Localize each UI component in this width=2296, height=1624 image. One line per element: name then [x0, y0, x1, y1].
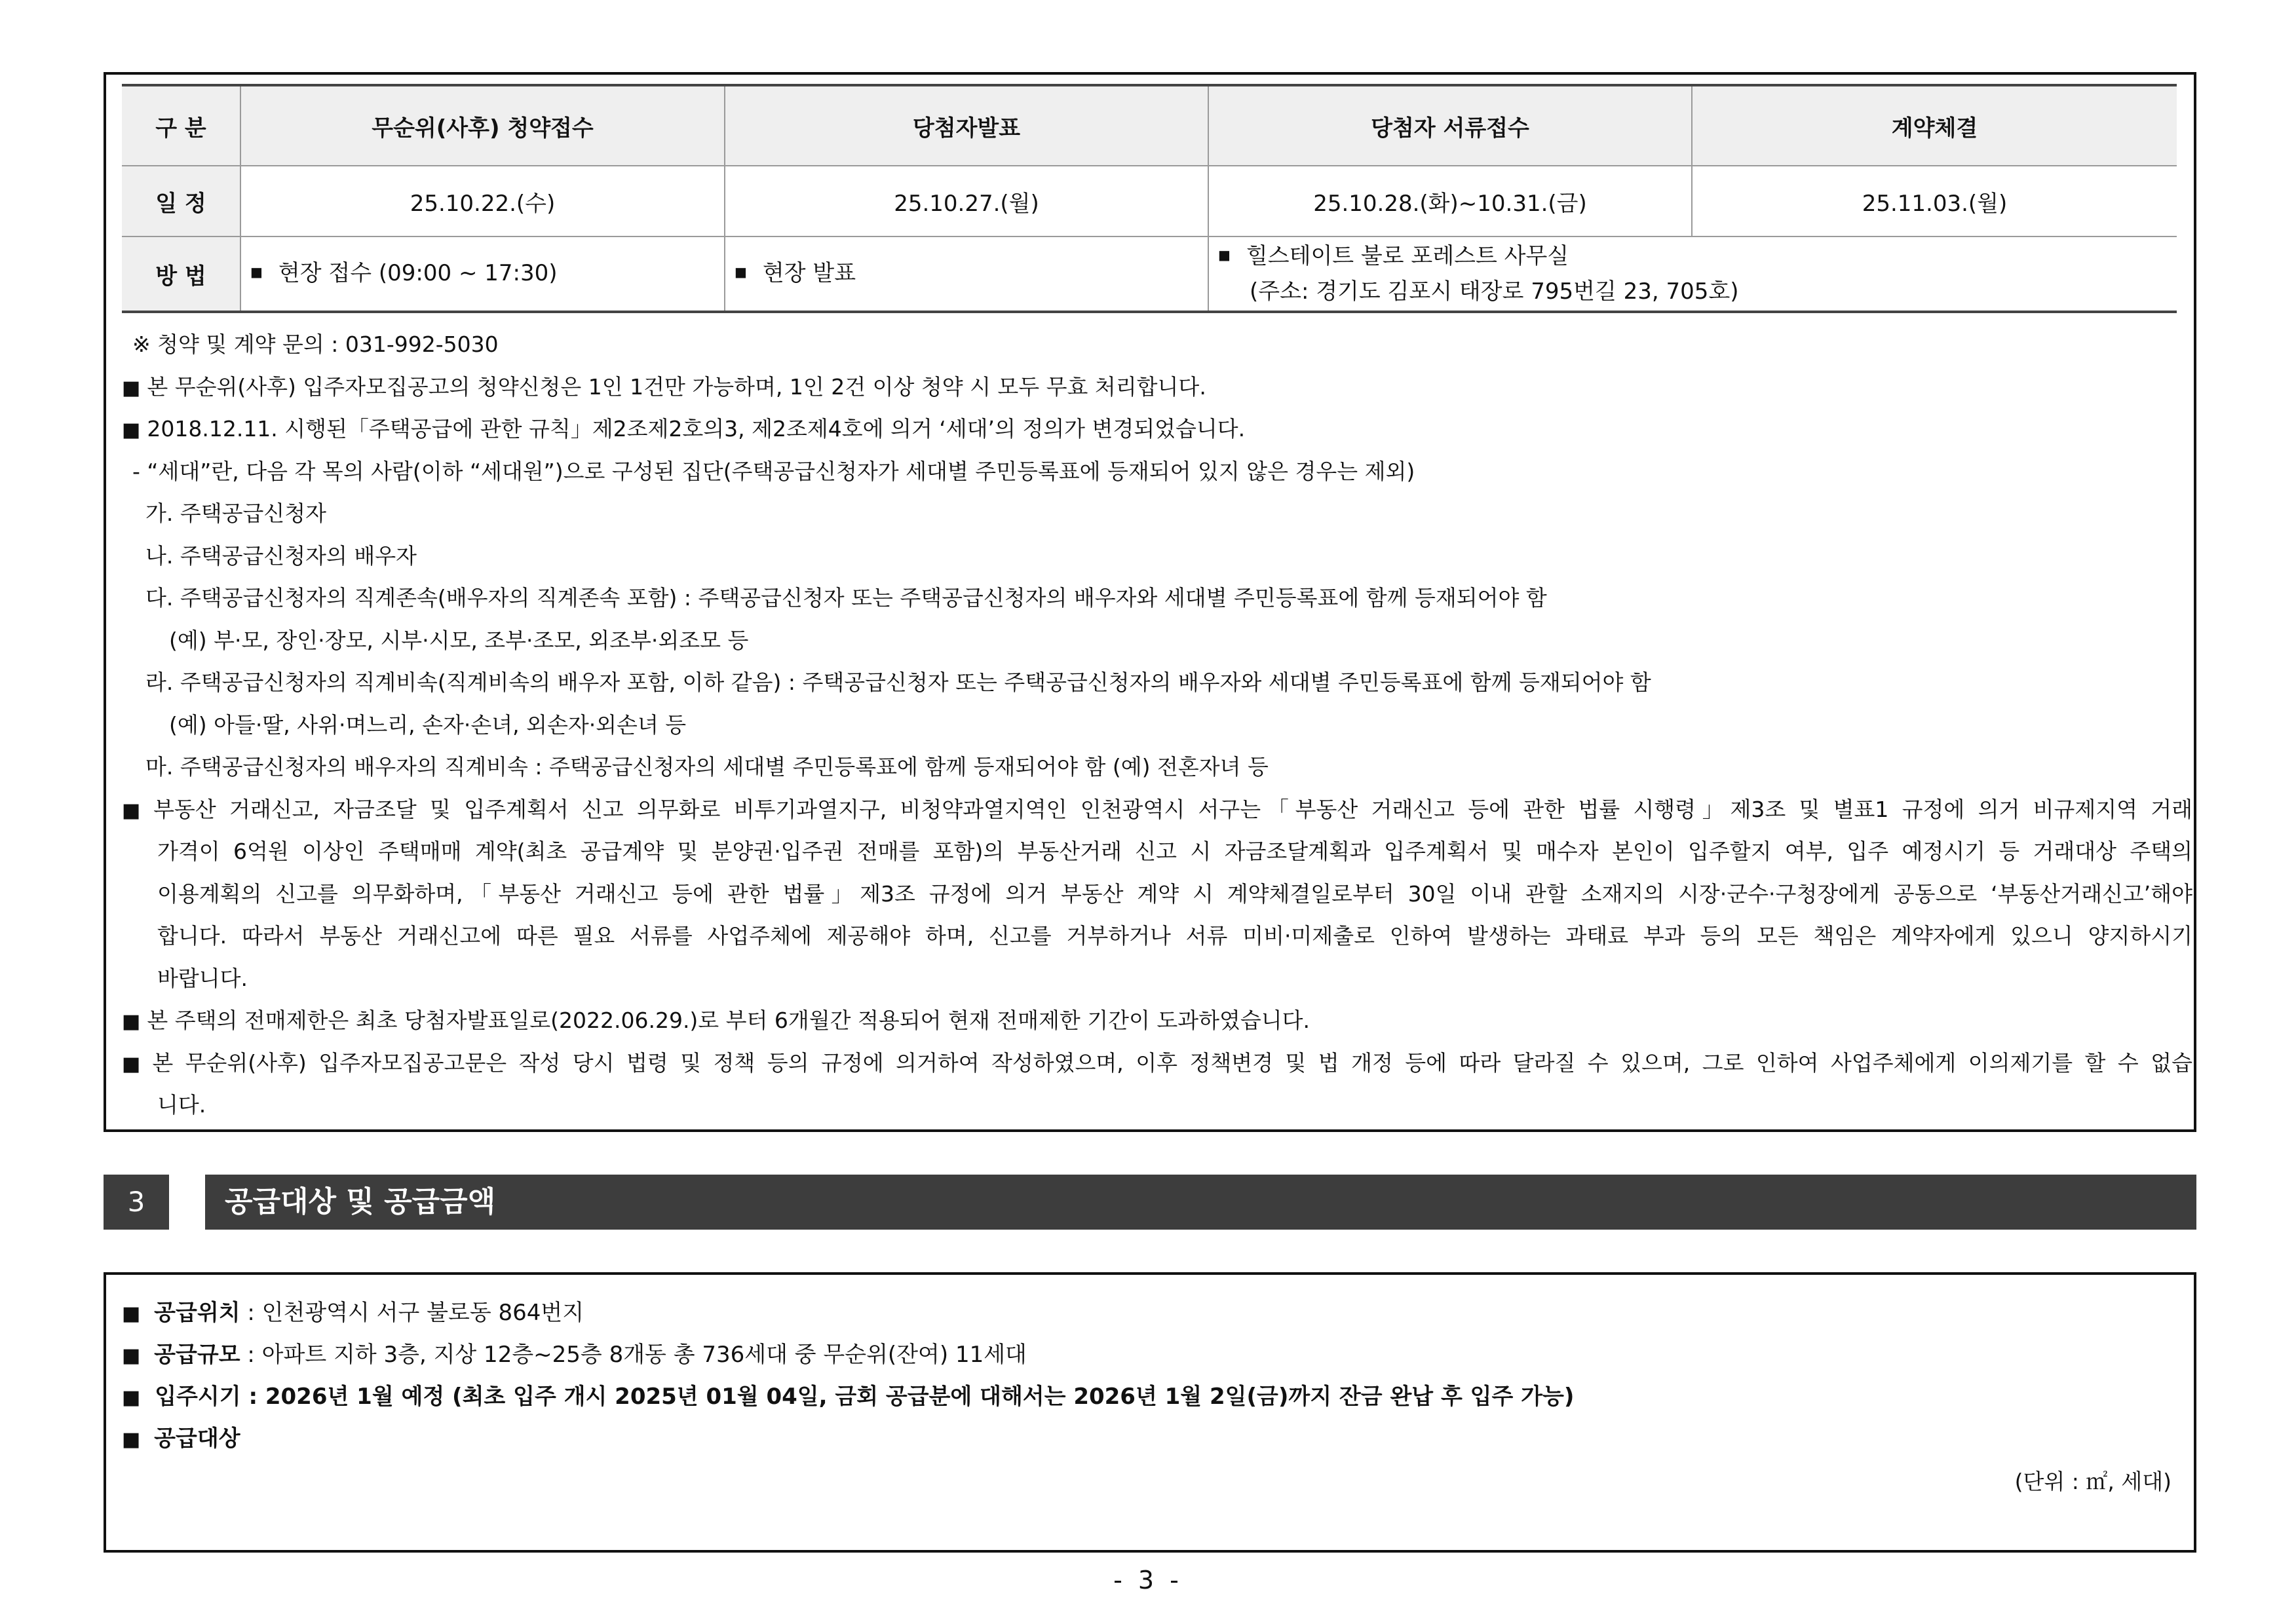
household-item: 다. 주택공급신청자의 직계존속(배우자의 직계존속 포함) : 주택공급신청자 또는 주택공급신청자의 배우자와 세대별 주민등록표에 함께 등재되어야 함 — [145, 585, 1547, 611]
method-label: 방 법 — [122, 236, 240, 312]
supply-movein-label: 입주시기 — [155, 1384, 241, 1410]
schedule-table — [122, 84, 2177, 313]
note-item-cont: 이용계획의 신고를 의무화하며,「부동산 거래신고 등에 관한 법률」제3조 규정에 의거 부동산 계약 시 계약체결일로부터 30일 이내 관할 소재지의 시장·군수·구청장에게 공동으로 ‘부동산거래신고’해야 — [157, 880, 2192, 907]
household-example: (예) 아들·딸, 사위·며느리, 손자·손녀, 외손자·외손녀 등 — [169, 711, 687, 738]
schedule-method-row — [122, 236, 2177, 312]
method-announce: ■ 현장 발표 — [725, 236, 1208, 312]
date-contract: 25.11.03.(월) — [1692, 166, 2177, 236]
supply-location-label: 공급위치 — [154, 1300, 240, 1326]
household-example: (예) 부·모, 장인·장모, 시부·시모, 조부·조모, 외조부·외조모 등 — [169, 627, 749, 653]
method-docs: ■ 힐스테이트 불로 포레스트 사무실 (주소: 경기도 김포시 태장로 795번길 23, 705호) — [1208, 236, 2177, 312]
note-item: ■ 본 무순위(사후) 입주자모집공고문은 작성 당시 법령 및 정책 등의 규정에 의거하여 작성하였으며, 이후 정책변경 및 법 개정 등에 따라 달라질 수 있으며, 그로 인하여 사업주체에게 이의제기를 할 수 없습 — [122, 1049, 2192, 1076]
bullet-square-icon: ■ — [122, 1302, 141, 1325]
supply-target — [122, 1420, 240, 1452]
page-number: - 3 - — [1113, 1566, 1183, 1595]
bullet-square-icon: ■ — [122, 419, 141, 442]
bullet-square-icon: ■ — [735, 263, 747, 280]
section-title: 공급대상 및 공급금액 — [205, 1175, 2196, 1230]
section-number: 3 — [104, 1175, 169, 1230]
bullet-square-icon: ■ — [122, 376, 141, 400]
note-item: ■ 부동산 거래신고, 자금조달 및 입주계획서 신고 의무화로 비투기과열지구, 비청약과열지역인 인천광역시 서구는「부동산 거래신고 등에 관한 법률 시행령」제3조 및 별표1 규정에 의거 비규제지역 거래 — [122, 796, 2192, 822]
household-item: 라. 주택공급신청자의 직계비속(직계비속의 배우자 포함, 이하 같음) : 주택공급신청자 또는 주택공급신청자의 배우자와 세대별 주민등록표에 함께 등재되어야 함 — [145, 670, 1651, 695]
supply-info-box — [104, 1272, 2196, 1553]
bullet-square-icon: ■ — [122, 1344, 141, 1367]
note-item-cont: 바랍니다. — [157, 965, 248, 991]
supply-location — [122, 1294, 584, 1327]
note-item-cont: 합니다. 따라서 부동산 거래신고에 따른 필요 서류를 사업주체에 제공해야 하며, 신고를 거부하거나 서류 미비·미제출로 인하여 발생하는 과태료 부과 등의 모든 책임은 계약자에게 있으니 양지하시기 — [157, 923, 2192, 949]
schedule-header-row — [122, 85, 2177, 166]
note-item: ■ 본 주택의 전매제한은 최초 당첨자발표일로(2022.06.29.)로 부터 6개월간 적용되어 현재 전매제한 기간이 도과하였습니다. — [122, 1008, 1311, 1033]
supply-movein-value: : 2026년 1월 예정 (최초 입주 개시 2025년 01월 04일, 금회 공급분에 대해서는 2026년 1월 2일(금)까지 잔금 완납 후 입주 가능) — [248, 1384, 1575, 1410]
inquiry-note: ※ 청약 및 계약 문의 : 031-992-5030 — [132, 331, 499, 357]
date-announce: 25.10.27.(월) — [725, 166, 1208, 236]
household-definition: - “세대”란, 다음 각 목의 사람(이하 “세대원”)으로 구성된 집단(주택공급신청자가 세대별 주민등록표에 등재되어 있지 않은 경우는 제외) — [132, 458, 1415, 484]
header-category: 구 분 — [122, 85, 240, 166]
header-docs: 당첨자 서류접수 — [1208, 85, 1692, 166]
supply-movein — [122, 1378, 1574, 1410]
bullet-square-icon: ■ — [250, 263, 263, 280]
supply-scale — [122, 1336, 1027, 1369]
bullet-square-icon: ■ — [122, 1010, 141, 1033]
household-item: 나. 주택공급신청자의 배우자 — [145, 542, 417, 569]
note-item-cont: 니다. — [157, 1092, 206, 1118]
note-item: ■ 본 무순위(사후) 입주자모집공고의 청약신청은 1인 1건만 가능하며, 1인 2건 이상 청약 시 모두 무효 처리합니다. — [122, 373, 1206, 400]
dates-label: 일 정 — [122, 166, 240, 236]
household-item: 가. 주택공급신청자 — [145, 500, 327, 526]
schedule-notes-box — [104, 72, 2196, 1132]
method-apply: ■ 현장 접수 (09:00 ~ 17:30) — [240, 236, 725, 312]
notes-list — [122, 324, 2192, 1127]
date-docs: 25.10.28.(화)~10.31.(금) — [1208, 166, 1692, 236]
unit-note: (단위 : ㎡, 세대) — [2014, 1469, 2172, 1494]
supply-target-label: 공급대상 — [154, 1426, 240, 1452]
bullet-square-icon: ■ — [1218, 246, 1231, 263]
supply-location-value: : 인천광역시 서구 불로동 864번지 — [247, 1300, 584, 1326]
header-announce: 당첨자발표 — [725, 85, 1208, 166]
household-item: 마. 주택공급신청자의 배우자의 직계비속 : 주택공급신청자의 세대별 주민등록표에 함께 등재되어야 함 (예) 전혼자녀 등 — [145, 754, 1269, 780]
date-apply: 25.10.22.(수) — [240, 166, 725, 236]
note-item-cont: 가격이 6억원 이상인 주택매매 계약(최초 공급계약 및 분양권·입주권 전매를 포함)의 부동산거래 신고 시 자금조달계획과 입주계획서 및 매수자 본인이 입주할지 여부, 입주 예정시기 등 거래대상 주택의 — [157, 839, 2192, 864]
header-contract: 계약체결 — [1692, 85, 2177, 166]
bullet-square-icon: ■ — [122, 1386, 141, 1409]
bullet-square-icon: ■ — [122, 1052, 146, 1076]
bullet-square-icon: ■ — [122, 1428, 141, 1451]
note-item: ■ 2018.12.11. 시행된「주택공급에 관한 규칙」제2조제2호의3, 제2조제4호에 의거 ‘세대’의 정의가 변경되었습니다. — [122, 416, 1246, 442]
supply-scale-label: 공급규모 — [154, 1342, 240, 1368]
bullet-square-icon: ■ — [122, 799, 147, 822]
supply-scale-value: : 아파트 지하 3층, 지상 12층~25층 8개동 총 736세대 중 무순위(잔여) 11세대 — [247, 1342, 1027, 1368]
schedule-dates-row — [122, 166, 2177, 236]
header-apply: 무순위(사후) 청약접수 — [240, 85, 725, 166]
